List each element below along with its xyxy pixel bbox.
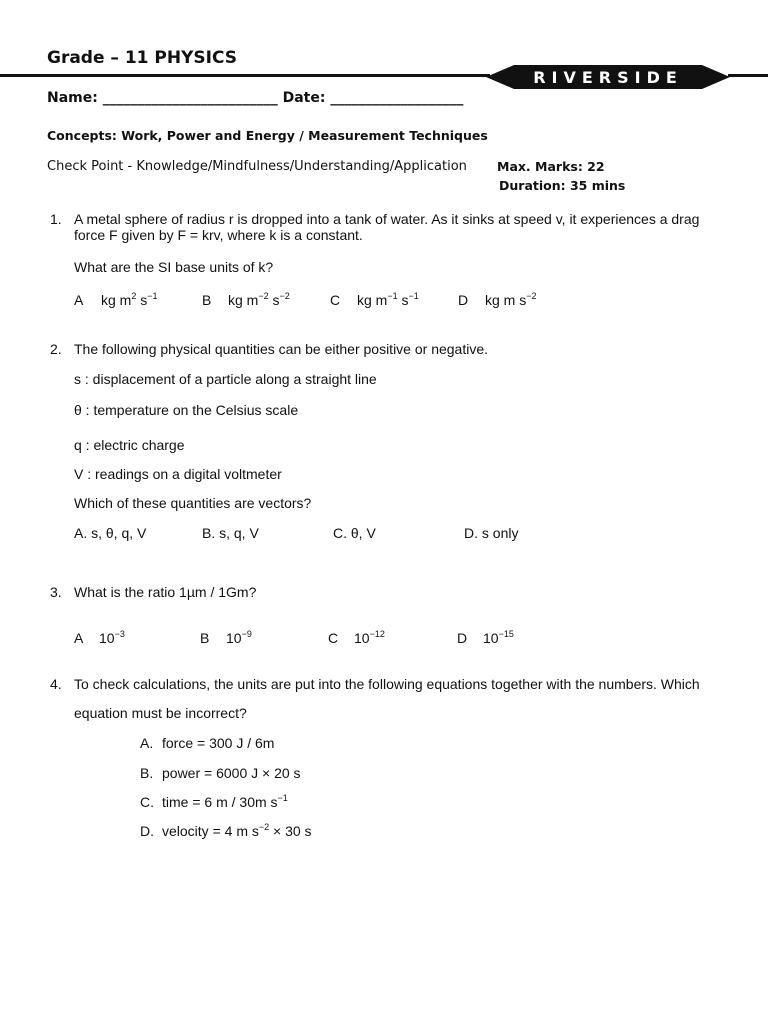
option-answer: kg $m^{-1}$ $s^{-1}$ bbox=[357, 291, 419, 308]
option-answer: force = 300 J / 6m bbox=[162, 735, 275, 751]
page-title: Grade – 11 PHYSICS bbox=[47, 48, 238, 68]
option-answer: power = 6000 J × 20 s bbox=[162, 765, 301, 781]
question-number: 4. bbox=[50, 676, 62, 692]
option-letter: B bbox=[202, 292, 212, 308]
option-answer: D. s only bbox=[464, 525, 519, 541]
option-letter: C bbox=[328, 630, 339, 646]
school-logo bbox=[486, 62, 730, 92]
option-letter: A bbox=[74, 292, 84, 308]
quantity-item: s : displacement of a particle along a straight line bbox=[74, 371, 377, 387]
option-answer: time = 6 m / 30m $s^{-1}$ bbox=[162, 793, 288, 810]
option-answer: velocity = 4 m $s^{-2} \times 30$ s bbox=[162, 822, 312, 839]
option-answer: $10^{-3}$ bbox=[99, 629, 125, 646]
max-marks: Max. Marks: 22 bbox=[497, 159, 605, 174]
option-answer: C. θ, V bbox=[333, 525, 376, 541]
quantity-item: θ : temperature on the Celsius scale bbox=[74, 402, 299, 418]
question-prompt: What are the SI base units of k? bbox=[74, 259, 274, 275]
option-letter: D bbox=[457, 630, 468, 646]
question-number: 3. bbox=[50, 584, 62, 600]
name-date-line: Name: _________________________ Date: ___________________ bbox=[47, 90, 464, 106]
question-text-line: What is the ratio 1µm / 1Gm? bbox=[74, 584, 257, 600]
option-letter: D bbox=[458, 292, 469, 308]
question-text-line: force F given by F = krv, where k is a constant. bbox=[74, 227, 363, 243]
option-letter: B. bbox=[140, 765, 154, 781]
option-answer: $10^{-9}$ bbox=[226, 629, 252, 646]
question-number: 2. bbox=[50, 341, 62, 357]
question-number: 1. bbox=[50, 211, 62, 227]
header-rule-right bbox=[728, 74, 768, 77]
option-letter: A bbox=[74, 630, 84, 646]
header-rule bbox=[0, 74, 490, 77]
checkpoint-line: Check Point - Knowledge/Mindfulness/Understanding/Application bbox=[47, 159, 467, 174]
option-answer: kg $m^{-2}$ $s^{-2}$ bbox=[228, 291, 290, 308]
quantity-item: q : electric charge bbox=[74, 437, 185, 453]
svg-text:RIVERSIDE: RIVERSIDE bbox=[533, 68, 683, 87]
option-letter: D. bbox=[140, 823, 154, 839]
option-answer: B. s, q, V bbox=[202, 525, 259, 541]
option-answer: kg m $s^{-2}$ bbox=[485, 291, 537, 308]
option-answer: $10^{-12}$ bbox=[354, 629, 385, 646]
option-answer: A. s, θ, q, V bbox=[74, 525, 147, 541]
question-text-line: The following physical quantities can be either positive or negative. bbox=[74, 341, 489, 357]
question-text-line: A metal sphere of radius r is dropped into a tank of water. As it sinks at speed v, it experiences a drag bbox=[74, 211, 700, 227]
question-text-line: equation must be incorrect? bbox=[74, 705, 247, 721]
question-text-line: To check calculations, the units are put into the following equations together with the numbers. Which bbox=[74, 676, 700, 692]
option-letter: C. bbox=[140, 794, 154, 810]
question-prompt: Which of these quantities are vectors? bbox=[74, 495, 312, 511]
quantity-item: V : readings on a digital voltmeter bbox=[74, 466, 282, 482]
option-letter: C bbox=[330, 292, 341, 308]
option-letter: A. bbox=[140, 735, 154, 751]
option-answer: $10^{-15}$ bbox=[483, 629, 514, 646]
option-answer: kg $m^2$ $s^{-1}$ bbox=[101, 291, 158, 308]
concepts-line: Concepts: Work, Power and Energy / Measurement Techniques bbox=[47, 128, 488, 143]
option-letter: B bbox=[200, 630, 210, 646]
duration: Duration: 35 mins bbox=[499, 178, 626, 193]
